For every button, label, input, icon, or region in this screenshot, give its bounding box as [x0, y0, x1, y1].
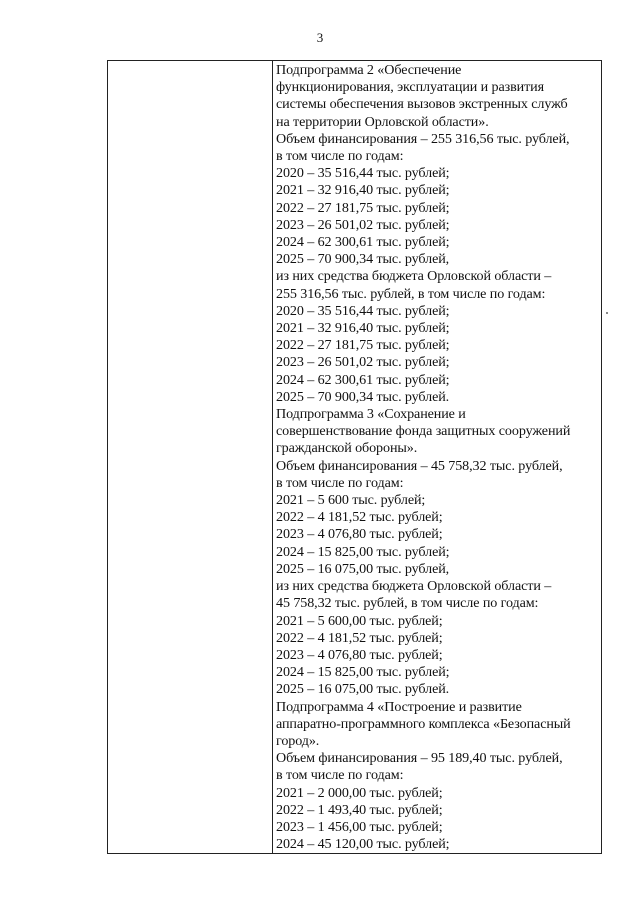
text-line: 2024 – 62 300,61 тыс. рублей;: [276, 234, 450, 251]
text-line: 2024 – 45 120,00 тыс. рублей;: [276, 836, 450, 853]
text-line: системы обеспечения вызовов экстренных служб: [276, 96, 568, 113]
text-line: аппаратно-программного комплекса «Безопасный: [276, 715, 571, 732]
text-line: на территории Орловской области».: [276, 113, 489, 130]
table-right-cell: [276, 62, 601, 853]
text-line: 2022 – 27 181,75 тыс. рублей;: [276, 337, 450, 354]
text-line: 45 758,32 тыс. рублей, в том числе по годам:: [276, 595, 539, 612]
text-line: 2025 – 70 900,34 тыс. рублей,: [276, 251, 450, 268]
text-line: 2020 – 35 516,44 тыс. рублей;: [276, 165, 450, 182]
text-line: 2022 – 4 181,52 тыс. рублей;: [276, 629, 443, 646]
text-line: Объем финансирования – 255 316,56 тыс. рублей,: [276, 130, 570, 147]
text-line: 2023 – 26 501,02 тыс. рублей;: [276, 216, 450, 233]
text-line: 2024 – 62 300,61 тыс. рублей;: [276, 371, 450, 388]
funding-table: [107, 60, 602, 854]
text-line: Подпрограмма 2 «Обеспечение: [276, 62, 462, 78]
text-line: 2021 – 32 916,40 тыс. рублей;: [276, 320, 450, 337]
text-line: 2022 – 4 181,52 тыс. рублей;: [276, 509, 443, 526]
text-line: 2021 – 2 000,00 тыс. рублей;: [276, 784, 443, 801]
text-line: в том числе по годам:: [276, 474, 404, 491]
text-line: 2025 – 70 900,34 тыс. рублей.: [276, 388, 450, 405]
text-line: совершенствование фонда защитных сооружений: [276, 423, 571, 440]
text-line: 2022 – 1 493,40 тыс. рублей;: [276, 801, 443, 818]
text-line: Объем финансирования – 95 189,40 тыс. рублей,: [276, 750, 563, 767]
text-line: 2023 – 4 076,80 тыс. рублей;: [276, 646, 443, 663]
text-line: 2021 – 32 916,40 тыс. рублей;: [276, 182, 450, 199]
text-line: 2021 – 5 600,00 тыс. рублей;: [276, 612, 443, 629]
text-line: 2020 – 35 516,44 тыс. рублей;: [276, 302, 450, 319]
text-line: Объем финансирования – 45 758,32 тыс. рублей,: [276, 457, 563, 474]
text-line: 2023 – 4 076,80 тыс. рублей;: [276, 526, 443, 543]
text-line: в том числе по годам:: [276, 767, 404, 784]
text-line: из них средства бюджета Орловской области –: [276, 268, 552, 285]
text-line: 2023 – 1 456,00 тыс. рублей;: [276, 818, 443, 835]
text-line: 255 316,56 тыс. рублей, в том числе по годам:: [276, 285, 546, 302]
text-line: 2024 – 15 825,00 тыс. рублей;: [276, 543, 450, 560]
text-line: функционирования, эксплуатации и развития: [276, 79, 544, 96]
column-divider: [272, 61, 273, 853]
text-line: 2025 – 16 075,00 тыс. рублей.: [276, 681, 450, 698]
text-line: город».: [276, 732, 320, 749]
text-line: 2023 – 26 501,02 тыс. рублей;: [276, 354, 450, 371]
text-line: из них средства бюджета Орловской области –: [276, 578, 552, 595]
text-line: Подпрограмма 4 «Построение и развитие: [276, 698, 522, 715]
text-line: гражданской обороны».: [276, 440, 418, 457]
text-line: 2025 – 16 075,00 тыс. рублей,: [276, 560, 450, 577]
page-number: 3: [316, 30, 324, 45]
scan-speck: [606, 312, 608, 314]
text-line: 2024 – 15 825,00 тыс. рублей;: [276, 664, 450, 681]
text-line: Подпрограмма 3 «Сохранение и: [276, 406, 466, 423]
text-line: 2021 – 5 600 тыс. рублей;: [276, 492, 426, 509]
text-line: в том числе по годам:: [276, 148, 404, 165]
table-left-cell: [108, 61, 272, 853]
text-line: 2022 – 27 181,75 тыс. рублей;: [276, 199, 450, 216]
